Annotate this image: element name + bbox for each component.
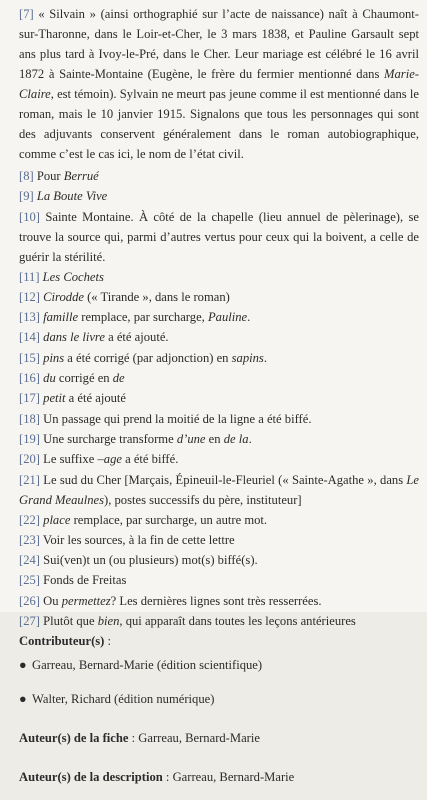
note-text: Sui(ven)t un (ou plusieurs) mot(s) biffé(s).: [39, 553, 258, 568]
contributors-list: [19, 656, 419, 708]
note-italic: permettez: [61, 593, 111, 608]
note-14: [19, 327, 419, 347]
note-italic: dans le livre: [43, 330, 105, 345]
note-ref-link[interactable]: [17]: [19, 391, 40, 406]
note-text: (« Tirande », dans le roman): [83, 289, 230, 304]
note-text: ), postes successifs du père, instituteur]: [104, 492, 302, 507]
note-italic: Pauline: [207, 310, 248, 325]
note-21: [19, 470, 419, 510]
note-25: [19, 570, 419, 590]
metadata-section: [19, 626, 419, 786]
note-italic: d’une: [176, 431, 206, 446]
note-ref-link[interactable]: [16]: [19, 371, 40, 386]
note-italic: pins: [43, 350, 65, 365]
note-ref-link[interactable]: [10]: [19, 209, 40, 224]
note-text: Un passage qui prend la moitié de la ligne a été biffé.: [39, 411, 312, 426]
note-italic: Marie-Claire: [19, 67, 419, 101]
note-italic: –age: [97, 452, 122, 467]
note-26: [19, 591, 419, 611]
note-italic: sapins: [231, 350, 264, 365]
note-ref-link[interactable]: [23]: [19, 532, 40, 547]
bullet-icon: ●: [19, 692, 27, 706]
note-9: [19, 186, 419, 206]
note-text: Voir les sources, à la fin de cette lettre: [39, 532, 235, 547]
note-ref-link[interactable]: [25]: [19, 573, 40, 588]
note-italic: Le Grand Meaulnes: [19, 472, 419, 507]
note-italic: famille: [43, 310, 79, 325]
note-ref-link[interactable]: [19]: [19, 431, 40, 446]
note-text: Sainte Montaine. À côté de la chapelle (lieu annuel de pèlerinage), se trouve la source qui, parmi d’autres vertus pour ceux qui la boivent, a celle de guérir la stérilité.: [19, 209, 419, 264]
note-ref-link[interactable]: [26]: [19, 593, 40, 608]
note-text: Pour: [33, 169, 64, 183]
note-italic: du: [43, 371, 56, 386]
note-text: a été ajouté.: [104, 330, 169, 345]
note-text: .: [248, 431, 252, 446]
fiche-author-value[interactable]: : Garreau, Bernard-Marie: [128, 731, 260, 745]
contributor-name[interactable]: Garreau, Bernard-Marie (édition scientifique): [32, 658, 263, 672]
note-text: , est témoin). Sylvain ne meurt pas jeune comme il est mentionné dans le roman, mais le 10 janvier 1915. Signalons que tous les personnages qui sont des adjuvants conservent généralement dans le roman autobiographique, comme c’est le cas ici, le nom de l’état civil.: [19, 87, 419, 161]
note-italic: de la: [223, 431, 249, 446]
note-7: [19, 4, 419, 164]
note-text: corrigé en: [55, 371, 113, 386]
note-text: remplace, par surcharge,: [78, 310, 208, 325]
note-ref-link[interactable]: [22]: [19, 512, 40, 527]
note-ref-link[interactable]: [15]: [19, 350, 40, 365]
note-italic: Les Cochets: [42, 269, 104, 284]
description-author-label: Auteur(s) de la description: [19, 770, 163, 784]
note-23: [19, 530, 419, 550]
note-italic: La Boute Vive: [36, 189, 108, 204]
note-ref-link[interactable]: [20]: [19, 452, 40, 467]
description-author: [19, 768, 419, 786]
note-italic: place: [43, 512, 71, 527]
note-text: , qui apparaît dans toutes les leçons antérieures: [119, 614, 356, 629]
note-italic: Berrué: [63, 169, 99, 183]
contributors-label: Contributeur(s): [19, 634, 105, 648]
note-8: [19, 166, 419, 186]
note-text: Une surcharge transforme: [39, 431, 177, 446]
note-text: en: [205, 431, 224, 446]
note-11: [19, 267, 419, 287]
note-text: Plutôt que: [39, 614, 98, 629]
description-author-value[interactable]: : Garreau, Bernard-Marie: [162, 770, 295, 784]
note-text: remplace, par surcharge, un autre mot.: [70, 512, 268, 527]
note-text: a été biffé.: [121, 452, 179, 467]
fiche-author: [19, 729, 419, 747]
note-15: [19, 348, 419, 368]
bullet-icon: ●: [19, 658, 27, 672]
note-13: [19, 307, 419, 327]
note-12: [19, 287, 419, 307]
note-20: [19, 449, 419, 469]
fiche-author-label: Auteur(s) de la fiche: [19, 731, 129, 745]
note-16: [19, 368, 419, 388]
list-item: [19, 656, 419, 674]
note-text: Le sud du Cher [Marçais, Épineuil-le-Fleuriel (« Sainte-Agathe », dans: [39, 472, 407, 487]
note-text: .: [263, 350, 267, 365]
note-ref-link[interactable]: [13]: [19, 310, 40, 325]
note-ref-link[interactable]: [8]: [19, 169, 34, 183]
note-ref-link[interactable]: [14]: [19, 330, 40, 345]
note-17: [19, 388, 419, 408]
note-ref-link[interactable]: [7]: [19, 7, 34, 21]
note-text: Ou: [39, 593, 62, 608]
note-ref-link[interactable]: [9]: [19, 189, 34, 204]
note-22: [19, 510, 419, 530]
note-text: a été corrigé (par adjonction) en: [64, 350, 232, 365]
note-18: [19, 409, 419, 429]
note-text: a été ajouté: [65, 391, 127, 406]
note-italic: bien: [97, 614, 120, 629]
note-24: [19, 550, 419, 570]
contributors-separator: :: [104, 634, 112, 648]
note-19: [19, 429, 419, 449]
note-italic: petit: [43, 391, 66, 406]
note-ref-link[interactable]: [24]: [19, 553, 40, 568]
note-ref-link[interactable]: [18]: [19, 411, 40, 426]
note-text: Le suffixe: [39, 452, 98, 467]
note-ref-link[interactable]: [12]: [19, 289, 40, 304]
note-text: .: [247, 310, 251, 325]
note-ref-link[interactable]: [27]: [19, 614, 40, 629]
note-text: Fonds de Freitas: [39, 573, 127, 588]
note-text: « Silvain » (ainsi orthographié sur l’acte de naissance) naît à Chaumont-sur-Tharonne, dans le Loir-et-Cher, le 3 mars 1838, et Pauline Garsault sept ans plus tard à Ivoy-le-Pré, dans le Cher. Leur mariage est célébré le 16 avril 1872 à Sainte-Montaine (Eugène, le frère du fermier mentionné dans: [19, 7, 419, 81]
list-item: [19, 690, 419, 708]
note-italic: de: [112, 371, 125, 386]
contributor-name[interactable]: Walter, Richard (édition numérique): [32, 692, 215, 706]
contributors-heading: [19, 632, 419, 650]
note-text: ? Les dernières lignes sont très resserrées.: [110, 593, 322, 608]
note-italic: Cirodde: [43, 289, 84, 304]
note-10: [19, 207, 419, 267]
note-ref-link[interactable]: [21]: [19, 472, 40, 487]
note-ref-link[interactable]: [11]: [19, 269, 40, 284]
